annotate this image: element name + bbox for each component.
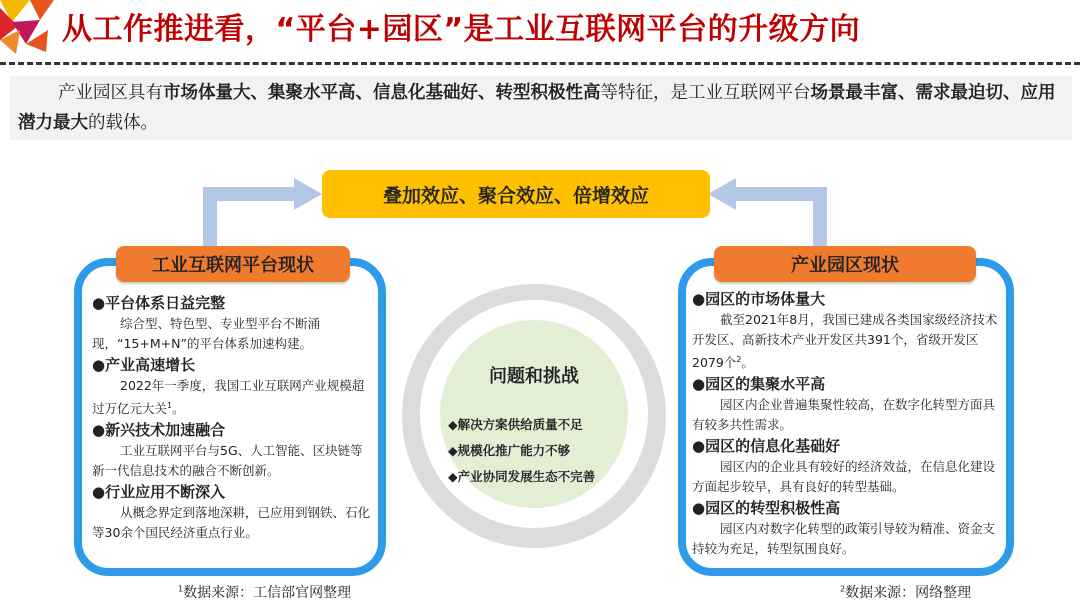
footnote-mark: 1 [167, 401, 173, 410]
challenge-list [448, 412, 628, 490]
list-body-text: 2022年一季度，我国工业互联网产业规模超过万亿元大关 [92, 378, 365, 417]
list-heading: ●新兴技术加速融合 [92, 421, 226, 440]
list-body-tail: 。 [741, 355, 754, 371]
intro-seg: 等特征，是工业互联网平台 [600, 83, 811, 103]
challenge-title: 问题和挑战 [489, 366, 579, 387]
right-arrow-icon [706, 172, 834, 246]
platform-status-content [92, 292, 374, 543]
intro-box [10, 76, 1072, 140]
list-heading: ●园区的市场体量大 [692, 290, 826, 308]
source-text: 数据来源：工信部官网整理 [183, 585, 352, 601]
list-body-text: 截至2021年8月，我国已建成各类国家级经济技术开发区、高新技术产业开发区共391个，省级开发区2079个 [692, 312, 998, 371]
left-arrow-icon [196, 172, 326, 246]
challenge-item: ◆规模化推广能力不够 [448, 443, 571, 458]
source-note-right [840, 582, 971, 602]
list-heading: ●平台体系日益完整 [92, 294, 226, 312]
footnote-mark: 2 [736, 355, 742, 364]
list-heading: ●园区的转型积极性高 [692, 499, 841, 518]
source-note-left [178, 582, 351, 602]
list-body: 综合型、特色型、专业型平台不断涌现，“15+M+N”的平台体系加速构建。 [92, 316, 321, 351]
challenge-item: ◆产业协同发展生态不完善 [448, 469, 596, 484]
footnote-mark: 1 [178, 584, 184, 594]
intro-seg: 产业园区具有 [58, 83, 163, 103]
platform-status-title: 工业互联网平台现状 [116, 246, 350, 282]
page-title: 从工作推进看，“平台+园区”是工业互联网平台的升级方向 [62, 12, 861, 47]
footnote-mark: 2 [840, 584, 846, 594]
effect-banner: 叠加效应、聚合效应、倍增效应 [322, 170, 710, 218]
source-text: 数据来源：网络整理 [845, 585, 972, 601]
logo-icon [0, 0, 56, 56]
list-heading: ●行业应用不断深入 [92, 483, 226, 502]
park-status-title: 产业园区现状 [714, 246, 976, 282]
title-divider [0, 62, 1080, 65]
challenge-item: ◆解决方案供给质量不足 [448, 417, 583, 432]
list-heading: ●园区的集聚水平高 [692, 375, 826, 394]
list-body: 园区内对数字化转型的政策引导较为精准、资金支持较为充足，转型氛围良好。 [692, 521, 996, 557]
list-body: 园区内企业普遍集聚性较高，在数字化转型方面具有较多共性需求。 [692, 397, 996, 433]
list-body: 工业互联网平台与5G、人工智能、区块链等新一代信息技术的融合不断创新。 [92, 443, 363, 479]
list-body-tail: 。 [172, 401, 185, 417]
intro-text [10, 76, 1072, 138]
list-body [92, 376, 374, 419]
intro-seg-bold: 市场体量大、集聚水平高、信息化基础好、转型积极性高 [163, 83, 601, 103]
park-status-content [692, 288, 1006, 559]
intro-seg-bold: 场景最丰富、需求最迫切、应用潜力最大 [18, 83, 1056, 133]
list-heading: ●产业高速增长 [92, 356, 196, 374]
list-body [692, 310, 1006, 373]
list-body: 从概念界定到落地深耕，已应用到钢铁、石化等30余个国民经济重点行业。 [92, 505, 371, 541]
intro-seg: 的载体。 [88, 113, 158, 133]
list-heading: ●园区的信息化基础好 [692, 437, 841, 456]
list-body: 园区内的企业具有较好的经济效益，在信息化建设方面起步较早，具有良好的转型基础。 [692, 459, 996, 495]
